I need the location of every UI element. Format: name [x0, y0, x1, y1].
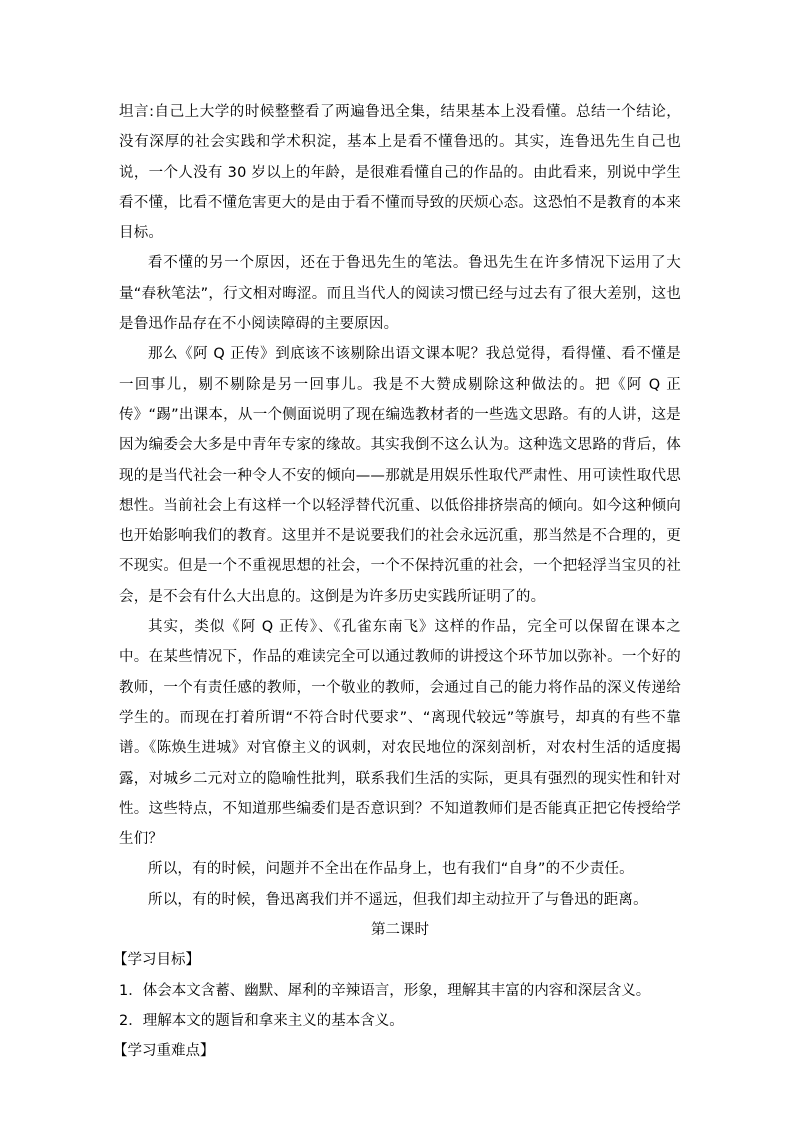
lesson-title: 第二课时: [371, 922, 429, 939]
learning-goals-heading: 【学习目标】: [113, 952, 200, 969]
paragraph-intro: 坦言:自己上大学的时候整整看了两遍鲁迅全集，结果基本上没看懂。总结一个结论，没有深厚的社会实践和学术积淀，基本上是看不懂鲁迅的。其实，连鲁迅先生自己也说，一个人没有 30 岁以上的年龄，是很难看懂自己的作品的。由此看来，别说中学生看不懂，比看不懂危害更大的是由于看不懂而导致的厌烦心态。这恐怕不是教育的本来目标。: [119, 104, 681, 242]
paragraph-writing-style: 看不懂的另一个原因，还在于鲁迅先生的笔法。鲁迅先生在许多情况下运用了大量“春秋笔法”，行文相对晦涩。而且当代人的阅读习惯已经与过去有了很大差别，这也是鲁迅作品存在不小阅读障碍的主要原因。: [119, 255, 681, 333]
key-difficulties-heading: 【学习重难点】: [113, 1043, 215, 1060]
paragraph-ah-q-question: 那么《阿 Q 正传》到底该不该剔除出语文课本呢？我总觉得，看得懂、看不懂是一回事儿，剔不剔除是另一回事儿。我是不大赞成剔除这种做法的。把《阿 Q 正传》“踢”出课本，从一个侧面说明了现在编选教材者的一些选文思路。有的人讲，这是因为编委会大多是中青年专家的缘故。其实我倒不这么认为。这种选文思路的背后，体现的是当代社会一种令人不安的倾向——那就是用娱乐性取代严肃性、用可读性取代思想性。当前社会上有这样一个以轻浮替代沉重、以低俗排挤崇高的倾向。如今这种倾向也开始影响我们的教育。这里并不是说要我们的社会永远沉重，那当然是不合理的，更不现实。但是一个不重视思想的社会，一个不保持沉重的社会，一个把轻浮当宝贝的社会，是不会有什么大出息的。这倒是为许多历史实践所证明了的。: [119, 346, 681, 605]
document-body: [113, 97, 681, 1067]
paragraph-conclusion-2: 所以，有的时候，鲁迅离我们并不遥远，但我们却主动拉开了与鲁迅的距离。: [148, 891, 648, 908]
learning-goal-item-1: 1．体会本文含蓄、幽默、犀利的辛辣语言，形象，理解其丰富的内容和深层含义。: [119, 982, 651, 999]
learning-goal-item-2: 2．理解本文的题旨和拿来主义的基本含义。: [119, 1012, 404, 1029]
paragraph-keep-works: 其实，类似《阿 Q 正传》、《孔雀东南飞》这样的作品，完全可以保留在课本之中。在某些情况下，作品的难读完全可以通过教师的讲授这个环节加以弥补。一个好的教师，一个有责任感的教师，一个敬业的教师，会通过自己的能力将作品的深义传递给学生的。而现在打着所谓“不符合时代要求”、“离现代较远”等旗号，却真的有些不靠谱。《陈焕生进城》对官僚主义的讽刺，对农民地位的深刻剖析，对农村生活的适度揭露，对城乡二元对立的隐喻性批判，联系我们生活的实际，更具有强烈的现实性和针对性。这些特点，不知道那些编委们是否意识到？不知道教师们是否能真正把它传授给学生们？: [119, 619, 681, 848]
paragraph-conclusion-1: 所以，有的时候，问题并不全出在作品身上，也有我们“自身”的不少责任。: [148, 861, 634, 878]
